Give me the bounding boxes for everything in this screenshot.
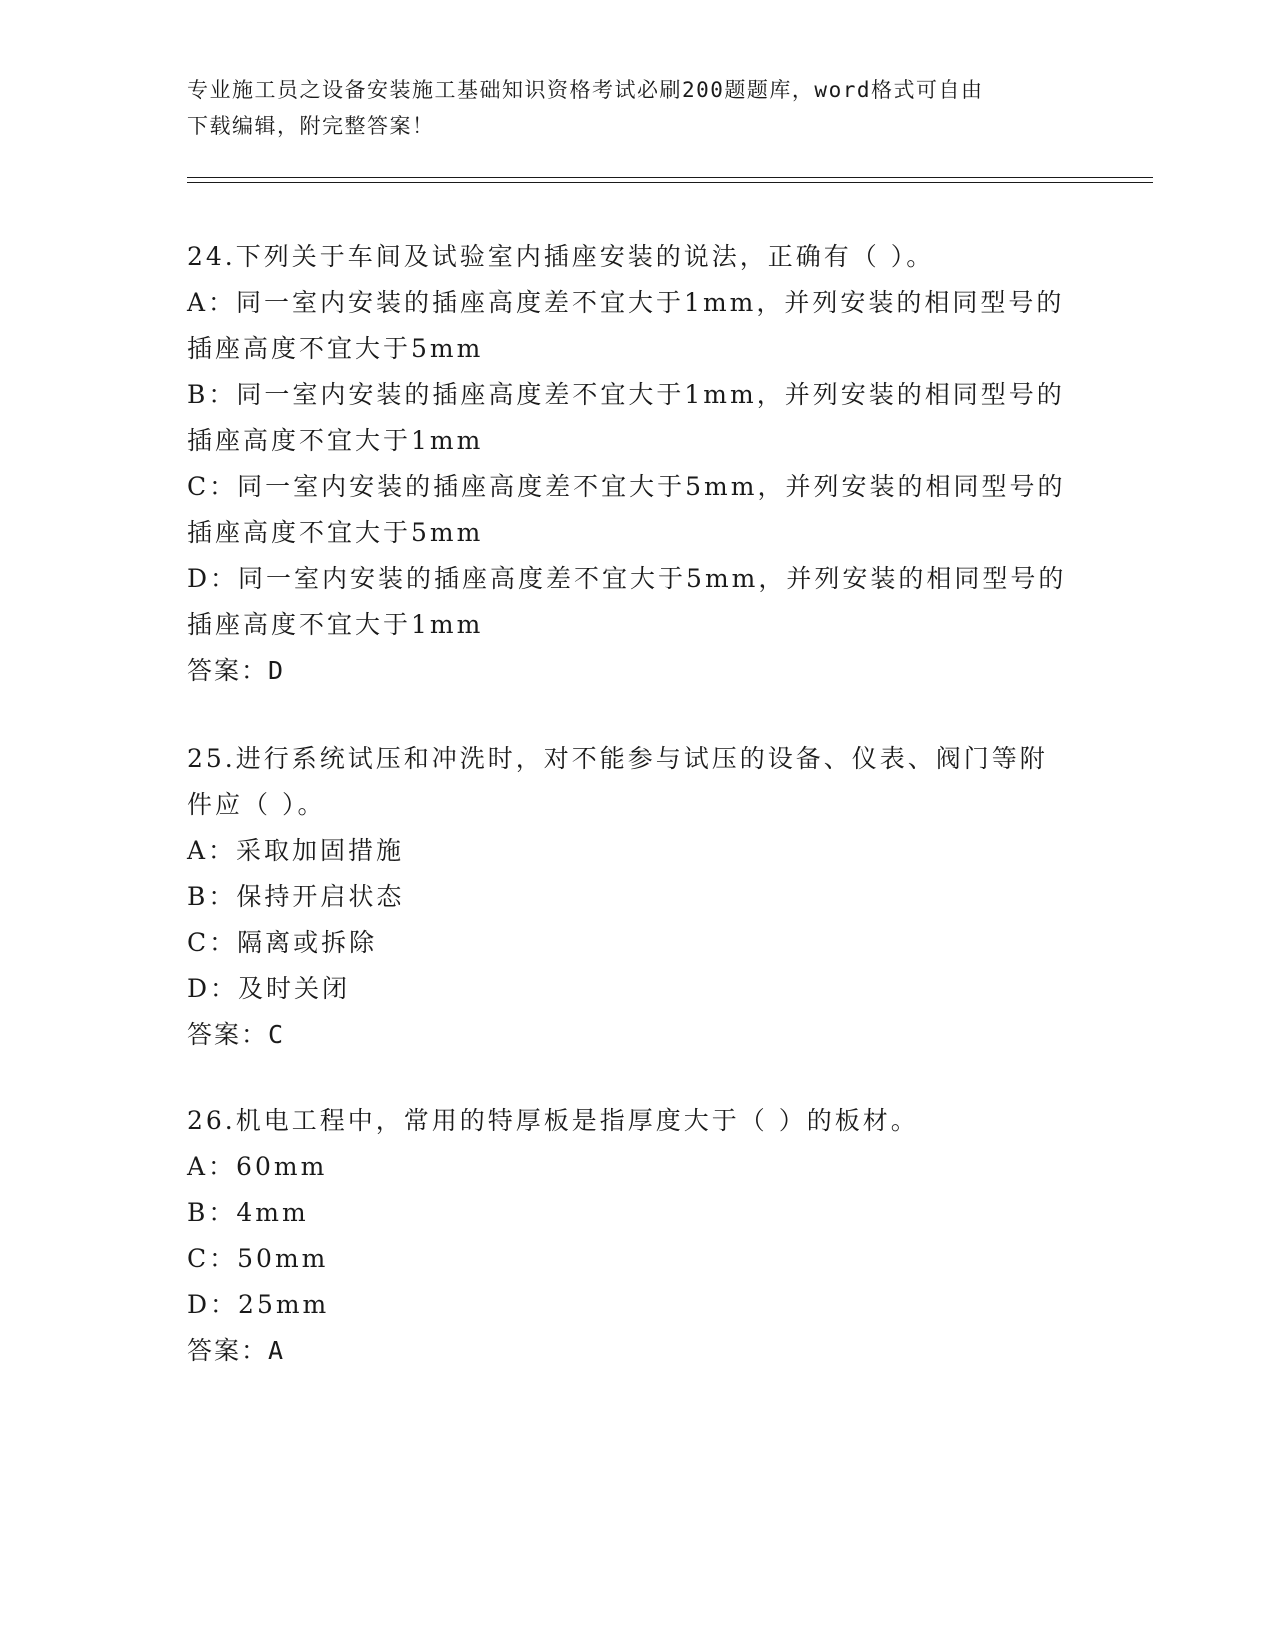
option-line: B：4mm — [187, 1198, 309, 1227]
header-divider — [187, 182, 1153, 183]
option-line: D：及时关闭 — [187, 974, 351, 1003]
option-line: 插座高度不宜大于1mm — [187, 426, 484, 455]
option-line: D：25mm — [187, 1290, 330, 1319]
option-line: C：隔离或拆除 — [187, 928, 378, 957]
question-stem: 24.下列关于车间及试验室内插座安装的说法，正确有（ ）。 — [187, 242, 935, 271]
option-line: D：同一室内安装的插座高度差不宜大于5mm，并列安装的相同型号的 — [187, 564, 1067, 593]
question-26 — [187, 1098, 1087, 1374]
header-line: 下载编辑，附完整答案！ — [187, 114, 435, 138]
option-line: A：60mm — [187, 1152, 328, 1181]
question-stem: 26.机电工程中，常用的特厚板是指厚度大于（ ）的板材。 — [187, 1106, 919, 1135]
question-stem: 25.进行系统试压和冲洗时，对不能参与试压的设备、仪表、阀门等附 — [187, 744, 1048, 773]
option-line: 插座高度不宜大于5mm — [187, 334, 484, 363]
question-stem: 件应（ ）。 — [187, 790, 326, 819]
option-line: C：50mm — [187, 1244, 329, 1273]
answer-line: 答案：C — [187, 1020, 286, 1049]
option-line: B：同一室内安装的插座高度差不宜大于1mm，并列安装的相同型号的 — [187, 380, 1065, 409]
question-24 — [187, 234, 1087, 694]
option-line: C：同一室内安装的插座高度差不宜大于5mm，并列安装的相同型号的 — [187, 472, 1066, 501]
option-line: 插座高度不宜大于5mm — [187, 518, 484, 547]
answer-line: 答案：A — [187, 1336, 286, 1365]
option-line: A：同一室内安装的插座高度差不宜大于1mm，并列安装的相同型号的 — [187, 288, 1065, 317]
option-line: 插座高度不宜大于1mm — [187, 610, 484, 639]
option-line: A：采取加固措施 — [187, 836, 405, 865]
question-25 — [187, 736, 1087, 1058]
option-line: B：保持开启状态 — [187, 882, 405, 911]
document-header — [187, 72, 1067, 144]
header-line: 专业施工员之设备安装施工基础知识资格考试必刷200题题库，word格式可自由 — [187, 78, 984, 102]
header-divider — [187, 177, 1153, 178]
answer-line: 答案：D — [187, 656, 286, 685]
